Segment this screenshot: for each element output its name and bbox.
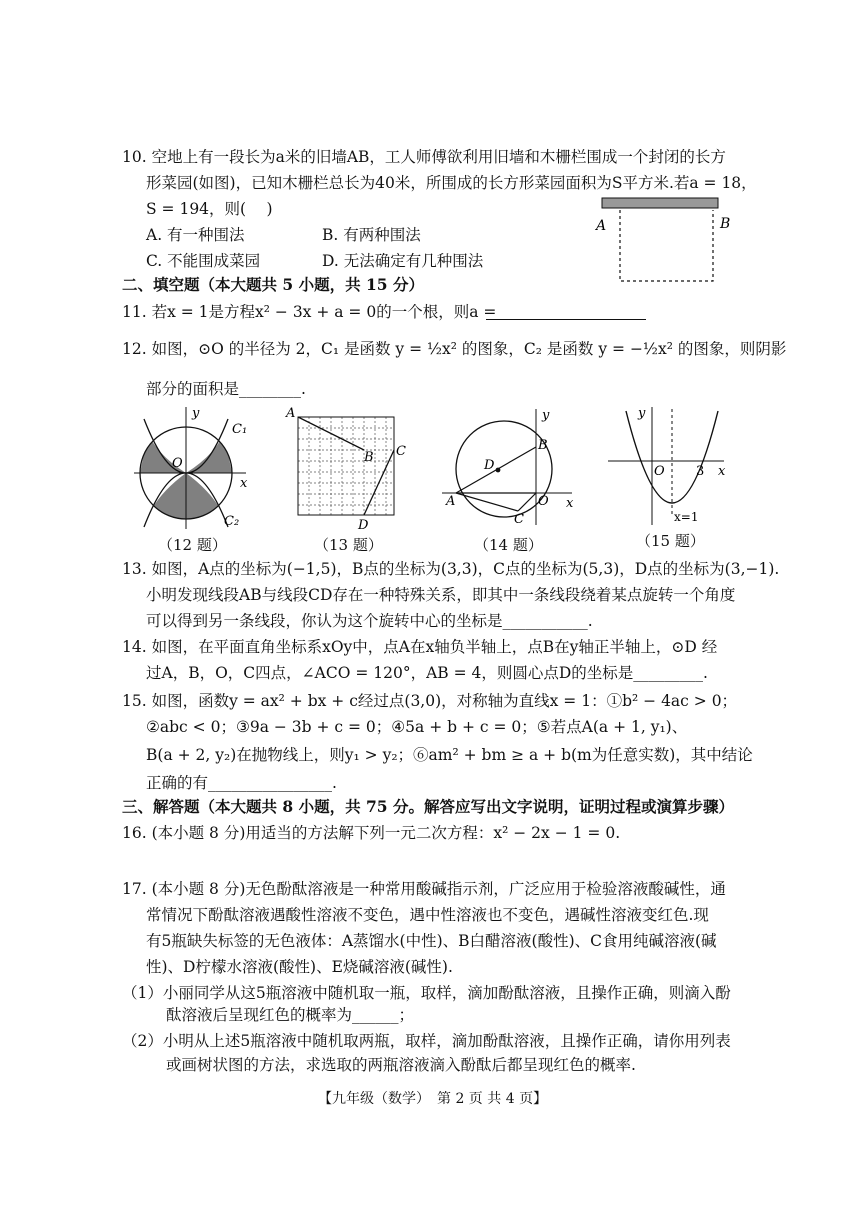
figure-15-caption: （15 题） bbox=[636, 532, 705, 550]
q12-line1: 12. 如图，⊙O 的半径为 2，C₁ 是函数 y = ½x² 的图象，C₂ 是函数 y = −½x² 的图象，则阴影 bbox=[122, 340, 787, 358]
q14-line1: 14. 如图，在平面直角坐标系xOy中，点A在x轴负半轴上，点B在y轴正半轴上，⊙D 经 bbox=[122, 638, 718, 656]
q17-line3: 有5瓶缺失标签的无色液体：A蒸馏水(中性)、B白醋溶液(酸性)、C食用纯碱溶液(碱 bbox=[146, 932, 717, 950]
section2-heading: 二、填空题（本大题共 5 小题，共 15 分） bbox=[122, 275, 424, 294]
q17-line1: 17. (本小题 8 分)无色酚酞溶液是一种常用酸碱指示剂，广泛应用于检验溶液酸碱性，通 bbox=[122, 880, 726, 898]
svg-text:C: C bbox=[514, 512, 524, 527]
svg-text:C₁: C₁ bbox=[232, 422, 248, 437]
figure-15 bbox=[606, 405, 736, 535]
q17-line2: 常情况下酚酞溶液遇酸性溶液不变色，遇中性溶液也不变色，遇碱性溶液变红色.现 bbox=[146, 906, 709, 924]
q15-line1: 15. 如图，函数y = ax² + bx + c经过点(3,0)，对称轴为直线x = 1：①b² − 4ac > 0； bbox=[122, 692, 738, 710]
figure-14-caption: （14 题） bbox=[474, 536, 543, 554]
q10-option-a: A. 有一种围法 bbox=[146, 226, 245, 244]
page-footer: 【九年级（数学） 第 2 页 共 4 页】 bbox=[318, 1091, 548, 1107]
figure-13-caption: （13 题） bbox=[314, 536, 383, 554]
wall-label-a: A bbox=[596, 218, 607, 234]
svg-text:C: C bbox=[396, 444, 406, 459]
q15-line3: B(a + 2, y₂)在抛物线上，则y₁ > y₂；⑥am² + bm ≥ a + b(m为任意实数)，其中结论 bbox=[146, 746, 753, 764]
q14-line2: 过A，B，O，C四点，∠ACO = 120°，AB = 4，则圆心点D的坐标是_________. bbox=[146, 664, 708, 682]
q17-sub1-line1: （1）小丽同学从这5瓶溶液中随机取一瓶，取样，滴加酚酞溶液，且操作正确，则滴入酚 bbox=[122, 984, 731, 1002]
q12-line2: 部分的面积是________. bbox=[146, 380, 306, 398]
q15-line4: 正确的有________________. bbox=[146, 774, 337, 792]
q13-line2: 小明发现线段AB与线段CD存在一种特殊关系，即其中一条线段绕着某点旋转一个角度 bbox=[146, 586, 736, 604]
old-wall bbox=[602, 198, 718, 208]
svg-text:y: y bbox=[542, 408, 550, 423]
svg-text:x: x bbox=[240, 476, 248, 491]
q11-answer-blank bbox=[486, 303, 646, 320]
svg-text:3: 3 bbox=[696, 464, 705, 479]
svg-text:A: A bbox=[446, 494, 456, 509]
svg-text:C₂: C₂ bbox=[224, 514, 240, 529]
figure-14 bbox=[442, 405, 582, 535]
q10-option-c: C. 不能围成菜园 bbox=[146, 252, 261, 270]
q10-line1: 10. 空地上有一段长为a米的旧墙AB，工人师傅欲利用旧墙和木栅栏围成一个封闭的长方 bbox=[122, 148, 726, 166]
svg-text:D: D bbox=[484, 458, 495, 473]
q13-line1: 13. 如图，A点的坐标为(−1,5)，B点的坐标为(3,3)，C点的坐标为(5,3)，D点的坐标为(3,−1). bbox=[122, 560, 780, 578]
q17-sub1-line2: 酞溶液后呈现红色的概率为______； bbox=[166, 1006, 415, 1024]
svg-text:O: O bbox=[538, 494, 549, 509]
svg-text:y: y bbox=[192, 406, 200, 421]
section3-heading: 三、解答题（本大题共 8 小题，共 75 分。解答应写出文字说明，证明过程或演算步骤） bbox=[122, 797, 734, 816]
svg-text:B: B bbox=[538, 438, 548, 453]
figure-12-caption: （12 题） bbox=[158, 536, 227, 554]
q10-line2: 形菜园(如图)，已知木栅栏总长为40米，所围成的长方形菜园面积为S平方米.若a = 18， bbox=[146, 174, 757, 192]
q11-text: 11. 若x = 1是方程x² − 3x + a = 0的一个根，则a = bbox=[122, 303, 497, 321]
figure-13 bbox=[282, 405, 412, 535]
q13-line3: 可以得到另一条线段，你认为这个旋转中心的坐标是___________. bbox=[146, 612, 593, 630]
svg-text:y: y bbox=[638, 406, 646, 421]
q16-text: 16. (本小题 8 分)用适当的方法解下列一元二次方程：x² − 2x − 1 = 0. bbox=[122, 824, 621, 842]
q10-line3: S = 194，则( ) bbox=[146, 200, 273, 218]
svg-text:x=1: x=1 bbox=[674, 510, 699, 524]
svg-text:x: x bbox=[718, 464, 726, 479]
svg-text:O: O bbox=[654, 464, 665, 479]
q17-line4: 性)、D柠檬水溶液(酸性)、E烧碱溶液(碱性). bbox=[146, 958, 453, 976]
fence bbox=[620, 210, 713, 281]
svg-text:D: D bbox=[358, 518, 369, 533]
svg-text:O: O bbox=[172, 456, 183, 471]
wall-label-b: B bbox=[720, 216, 731, 232]
q10-option-b: B. 有两种围法 bbox=[322, 226, 421, 244]
q10-garden-figure bbox=[596, 196, 746, 286]
q17-sub2-line1: （2）小明从上述5瓶溶液中随机取两瓶，取样，滴加酚酞溶液，且操作正确，请你用列表 bbox=[122, 1032, 731, 1050]
q10-option-d: D. 无法确定有几种围法 bbox=[322, 252, 484, 270]
svg-text:x: x bbox=[566, 496, 574, 511]
svg-text:B: B bbox=[364, 450, 374, 465]
q17-sub2-line2: 或画树状图的方法，求选取的两瓶溶液滴入酚酞后都呈现红色的概率. bbox=[166, 1056, 636, 1074]
q15-line2: ②abc < 0；③9a − 3b + c = 0；④5a + b + c = 0；⑤若点A(a + 1, y₁)、 bbox=[146, 718, 688, 736]
figure-12 bbox=[134, 405, 264, 535]
svg-text:A: A bbox=[286, 406, 296, 421]
